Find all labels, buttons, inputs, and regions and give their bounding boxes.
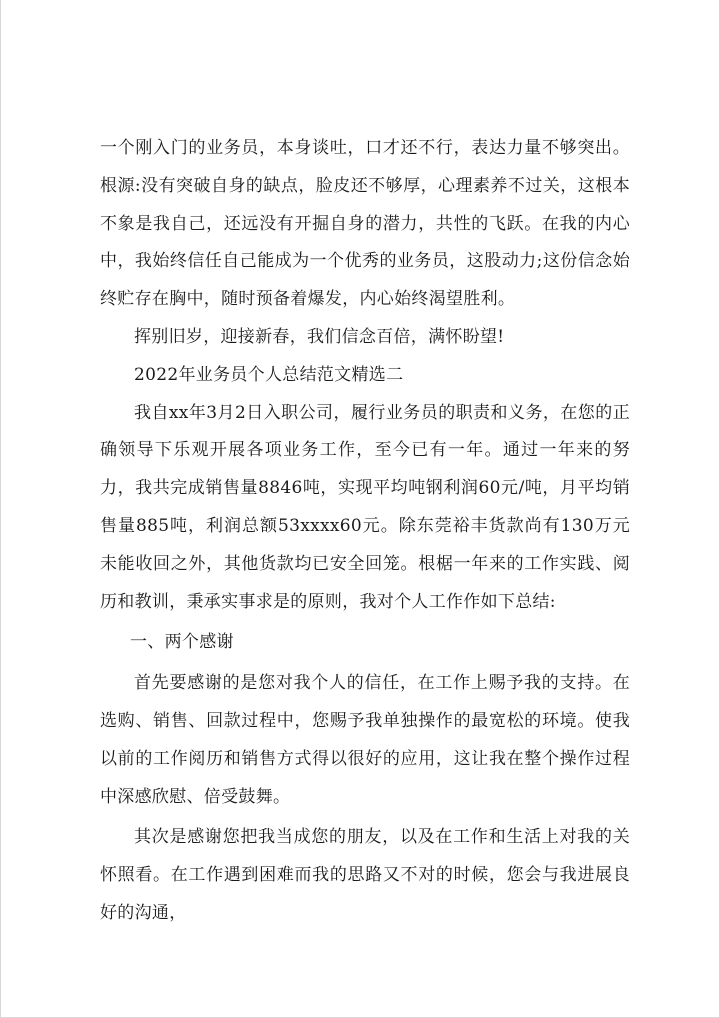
paragraph-7: 其次是感谢您把我当成您的朋友，以及在工作和生活上对我的关怀照看。在工作遇到困难而我的思路又不对的时候，您会与我进展良好的沟通， [100,827,630,923]
section-heading-thanks: 一、两个感谢 [130,632,234,653]
paragraph-2: 挥别旧岁，迎接新春，我们信念百倍，满怀盼望! [134,326,505,347]
paragraph-4: 我自xx年3月2日入职公司，履行业务员的职责和义务，在您的正确领导下乐观开展各项业务工作，至今已有一年。通过一年来的努力，我共完成销售量8846吨，实现平均吨钢利润60元/吨，月平均销售量885吨，利润总额53xxxx60元。除东莞裕丰货款尚有130万元未能收回之外，其他货款均已安全回笼。根椐一年来的工作实践、阅历和教训，秉承实事求是的原则，我对个人工作作如下总结: [100,402,630,612]
section-title: 2022年业务员个人总结范文精选二 [134,364,404,385]
paragraph-6: 首先要感谢的是您对我个人的信任，在工作上赐予我的支持。在选购、销售、回款过程中，您赐予我单独操作的最宽松的环境。使我以前的工作阅历和销售方式得以很好的应用，这让我在整个操作过程中深感欣慰、倍受鼓舞。 [100,673,630,807]
paragraph-1: 一个刚入门的业务员，本身谈吐，口才还不行，表达力量不够突出。根源:没有突破自身的缺点，脸皮还不够厚，心理素养不过关，这根本不象是我自己，还远没有开掘自身的潜力，共性的飞跃。在我的内心中，我始终信任自己能成为一个优秀的业务员，这股动力;这份信念始终贮存在胸中，随时预备着爆发，内心始终渴望胜利。 [100,138,630,310]
document-body [100,130,630,933]
